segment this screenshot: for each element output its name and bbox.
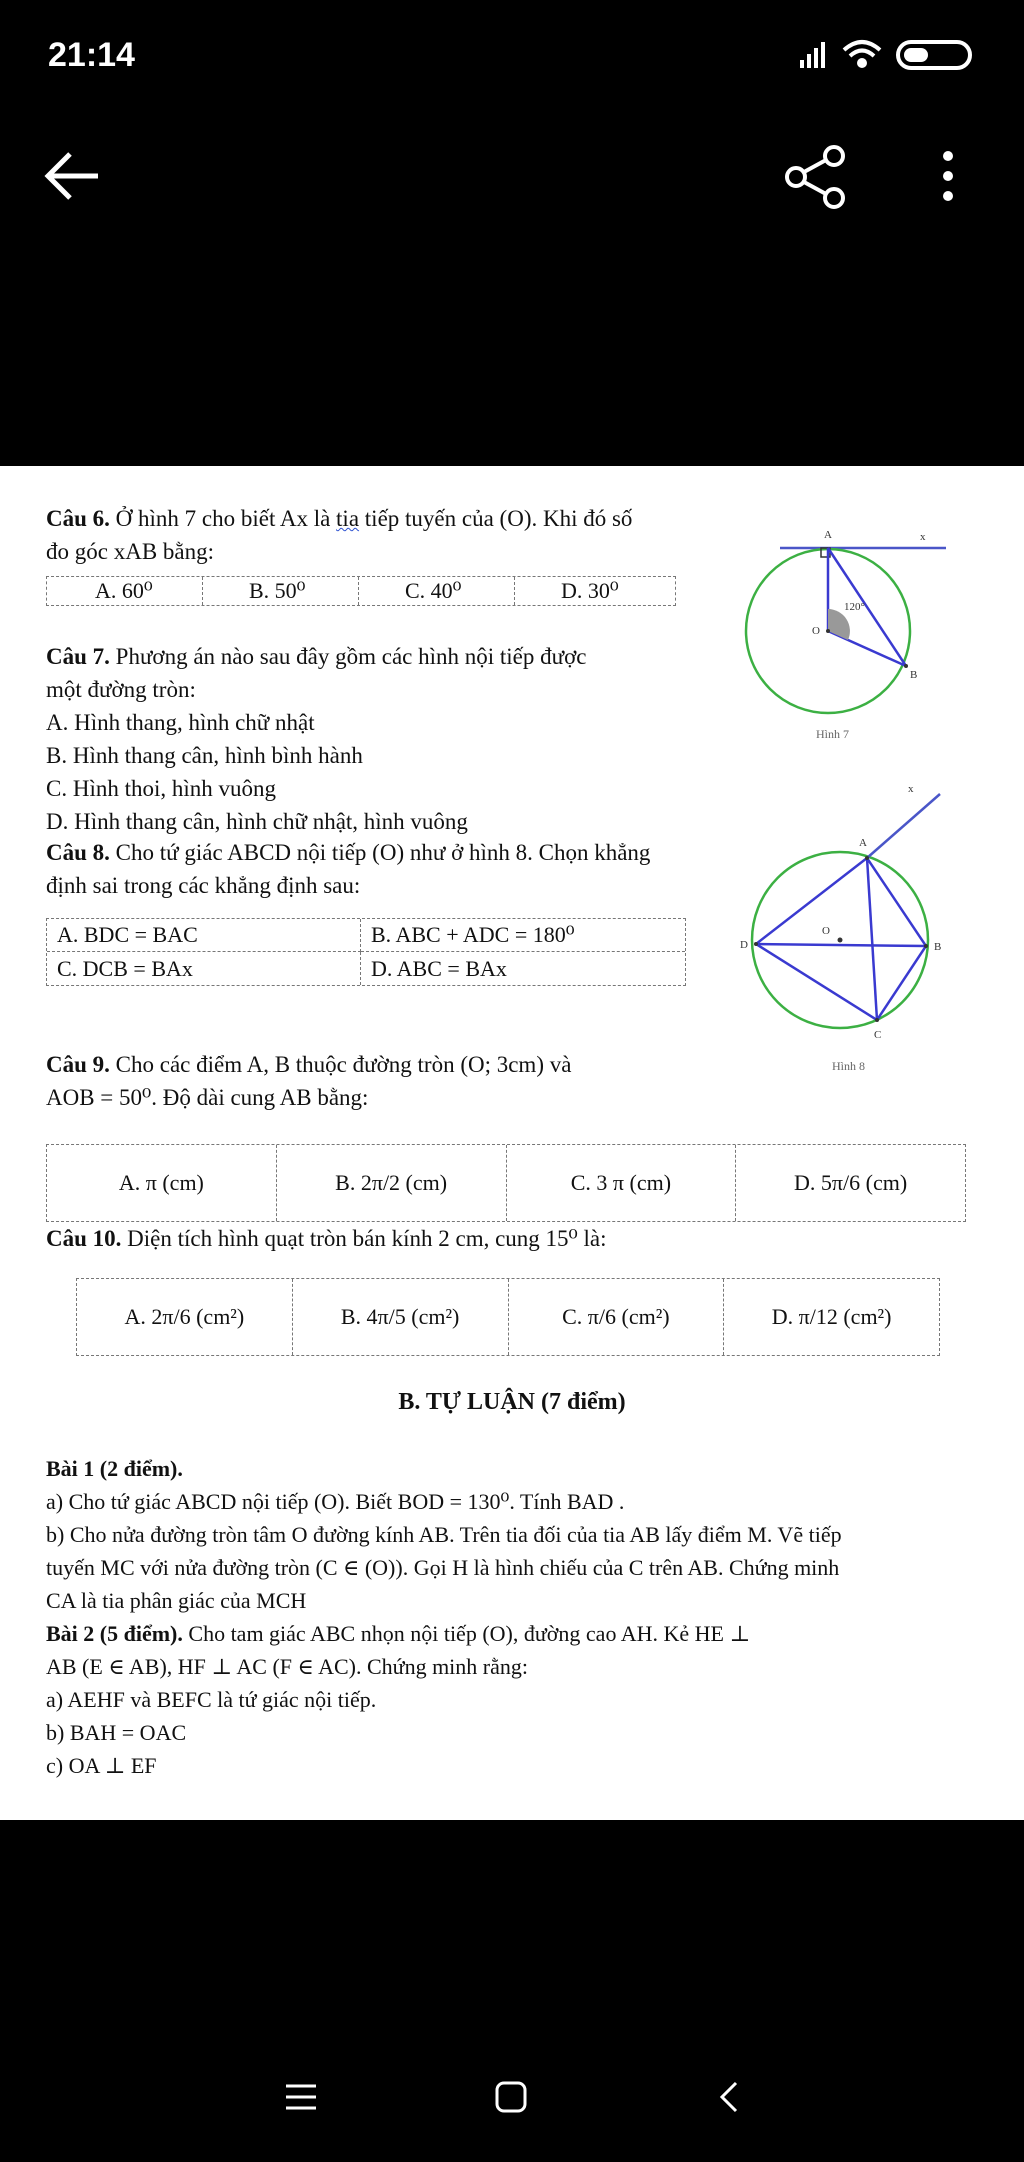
q8-option-c: C. DCB = BAx bbox=[47, 952, 361, 985]
q9-option-d: D. 5π/6 (cm) bbox=[794, 1170, 908, 1195]
figure-8 bbox=[712, 776, 972, 1076]
q6-option-d: D. 30⁰ bbox=[561, 578, 619, 603]
fig8-label-d: D bbox=[740, 939, 748, 951]
fig7-label-o: O bbox=[812, 625, 820, 637]
bai2-part-b: b) BAH = OAC bbox=[46, 1720, 187, 1745]
q8-option-b: B. ABC + ADC = 180⁰ bbox=[361, 919, 685, 952]
battery-icon bbox=[898, 42, 970, 68]
question-10: Câu 10. Diện tích hình quạt tròn bán kính 2 cm, cung 15⁰ là: bbox=[46, 1226, 607, 1251]
bai1-part-b-line3: CA là tia phân giác của MCH bbox=[46, 1588, 307, 1613]
question-8: Câu 8. Cho tứ giác ABCD nội tiếp (O) như ở hình 8. Chọn khẳng định sai trong các khẳng định sau: bbox=[46, 840, 651, 898]
q9-option-a: A. π (cm) bbox=[47, 1145, 277, 1221]
bai1-part-a: a) Cho tứ giác ABCD nội tiếp (O). Biết BOD = 130⁰. Tính BAD . bbox=[46, 1489, 625, 1514]
bai1-part-b-line2: tuyến MC với nửa đường tròn (C ∈ (O)). Gọi H là hình chiếu của C trên AB. Chứng minh bbox=[46, 1555, 840, 1580]
fig8-label-c: C bbox=[874, 1029, 882, 1041]
q6-line2: đo góc xAB bằng: bbox=[46, 539, 215, 564]
fig8-label-a: A bbox=[859, 837, 867, 849]
fig8-label-b: B bbox=[934, 941, 942, 953]
q10-option-c: C. π/6 (cm²) bbox=[509, 1279, 725, 1355]
question-9: Câu 9. Cho các điểm A, B thuộc đường tròn (O; 3cm) và AOB = 50⁰. Độ dài cung AB bằng: bbox=[46, 1052, 572, 1110]
q7-option-c: C. Hình thoi, hình vuông bbox=[46, 776, 277, 801]
fig7-label-x: x bbox=[920, 531, 926, 543]
fig8-caption: Hình 8 bbox=[832, 1059, 865, 1073]
status-icons bbox=[800, 36, 980, 72]
question-7: Câu 7. Phương án nào sau đây gồm các hình nội tiếp được một đường tròn: A. Hình thang, hình chữ nhật B. Hình thang cân, hình bình hành C. Hình thoi, hình vuông D. Hình thang cân, hình chữ nhật, hình vuông bbox=[46, 640, 726, 838]
status-icons-svg bbox=[800, 36, 980, 72]
back-arrow-icon[interactable] bbox=[40, 146, 104, 206]
section-b-heading: B. TỰ LUẬN (7 điểm) bbox=[398, 1389, 626, 1415]
fig8-label-o: O bbox=[822, 925, 830, 937]
q10-option-b: B. 4π/5 (cm²) bbox=[293, 1279, 509, 1355]
fig7-angle-label: 120° bbox=[844, 601, 865, 613]
q6-title: Câu 6. bbox=[46, 506, 110, 531]
q9-option-b: B. 2π/2 (cm) bbox=[277, 1145, 507, 1221]
menu-icon[interactable] bbox=[284, 2082, 318, 2112]
bai2-part-a: a) AEHF và BEFC là tứ giác nội tiếp. bbox=[46, 1687, 377, 1712]
question-6: Câu 6. Ở hình 7 cho biết Ax là tia tiếp tuyến của (O). Khi đó số đo góc xAB bằng: bbox=[46, 502, 716, 568]
q6-option-a: A. 60⁰ bbox=[47, 577, 203, 605]
q7-option-a: A. Hình thang, hình chữ nhật bbox=[46, 710, 315, 735]
figure-7 bbox=[740, 526, 960, 756]
q10-option-d: D. π/12 (cm²) bbox=[771, 1304, 892, 1329]
fig7-caption: Hình 7 bbox=[816, 727, 849, 741]
q7-option-b: B. Hình thang cân, hình bình hành bbox=[46, 743, 363, 768]
wifi-icon bbox=[844, 42, 880, 66]
q9-option-c: C. 3 π (cm) bbox=[507, 1145, 737, 1221]
fig8-label-x: x bbox=[908, 783, 914, 795]
q10-option-a: A. 2π/6 (cm²) bbox=[77, 1279, 293, 1355]
q7-title: Câu 7. bbox=[46, 644, 110, 669]
q9-options bbox=[46, 1144, 966, 1222]
exercise-2: Bài 2 (5 điểm). Cho tam giác ABC nhọn nội tiếp (O), đường cao AH. Kẻ HE ⊥ AB (E ∈ AB), HF ⊥ AC (F ∈ AC). Chứng minh rằng: a) AEHF và BEFC là tứ giác nội tiếp. b) BAH = OAC c) OA ⊥ EF bbox=[46, 1617, 986, 1782]
system-nav-bar bbox=[0, 2062, 1024, 2132]
bai1-title: Bài 1 (2 điểm). bbox=[46, 1456, 183, 1481]
q6-options bbox=[46, 576, 676, 606]
q8-option-d: D. ABC = BAx bbox=[371, 955, 507, 981]
bai2-part-c: c) OA ⊥ EF bbox=[46, 1753, 157, 1778]
home-icon[interactable] bbox=[494, 2080, 528, 2114]
q8-option-a: A. BDC = BAC bbox=[47, 919, 361, 952]
app-toolbar bbox=[0, 120, 1024, 230]
q9-title: Câu 9. bbox=[46, 1052, 110, 1077]
document-image bbox=[0, 466, 1024, 1820]
q7-option-d: D. Hình thang cân, hình chữ nhật, hình vuông bbox=[46, 809, 468, 834]
back-nav-icon[interactable] bbox=[716, 2080, 740, 2114]
q6-option-b: B. 50⁰ bbox=[203, 577, 359, 605]
ray-ax bbox=[867, 794, 940, 858]
q10-title: Câu 10. bbox=[46, 1226, 122, 1251]
status-bar bbox=[0, 0, 1024, 110]
bai1-part-b-line1: b) Cho nửa đường tròn tâm O đường kính AB. Trên tia đối của tia AB lấy điểm M. Vẽ tiếp bbox=[46, 1522, 842, 1547]
q6-option-c: C. 40⁰ bbox=[359, 577, 515, 605]
fig7-label-a: A bbox=[824, 529, 832, 541]
fig7-label-b: B bbox=[910, 669, 918, 681]
share-icon[interactable] bbox=[782, 144, 850, 210]
more-options-icon[interactable] bbox=[936, 148, 960, 204]
q8-title: Câu 8. bbox=[46, 840, 110, 865]
exercise-1 bbox=[46, 1452, 986, 1617]
signal-icon bbox=[800, 42, 825, 68]
bai2-title: Bài 2 (5 điểm). bbox=[46, 1621, 183, 1646]
q8-options bbox=[46, 918, 686, 986]
q10-options bbox=[76, 1278, 940, 1356]
clock: 21:14 bbox=[48, 36, 135, 74]
